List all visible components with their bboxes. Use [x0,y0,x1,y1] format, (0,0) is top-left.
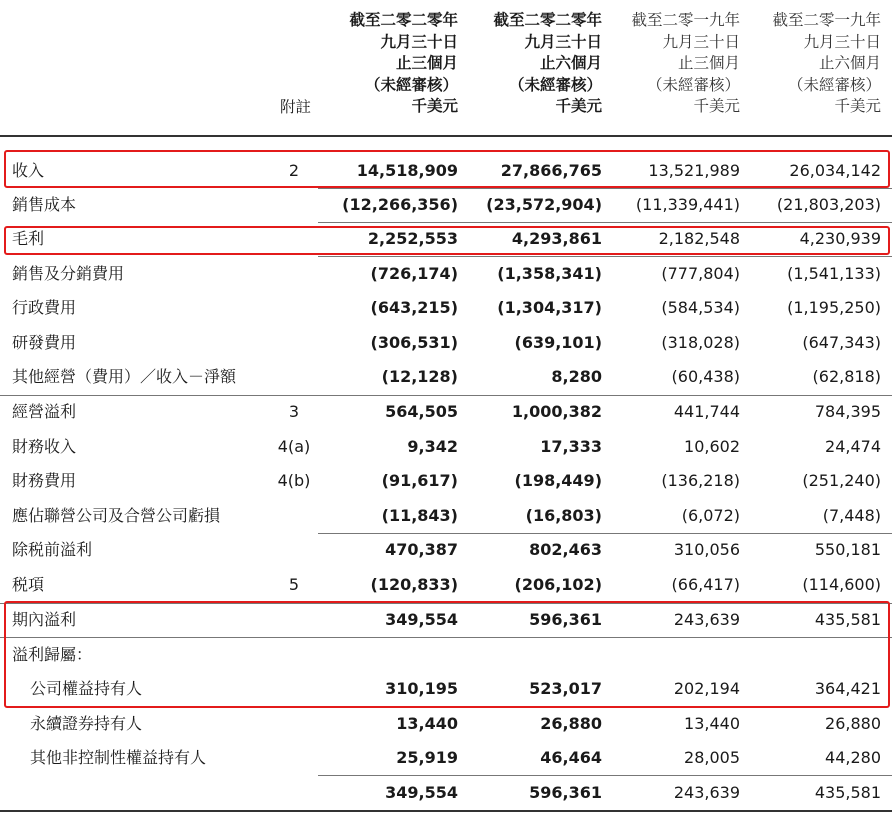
cell-2020-q: (12,266,356) [342,195,458,214]
table-row [0,430,892,464]
cell-2020-h: (1,358,341) [497,264,602,283]
cell-2019-h: 44,280 [825,748,881,767]
row-note: 5 [288,575,300,594]
table-row [0,707,892,741]
table-row [0,672,892,706]
table-row [0,360,892,394]
header-line: 截至二零二零年 [493,11,602,29]
table-row [0,257,892,291]
cell-2020-q: 25,919 [396,748,458,767]
row-note: 2 [288,161,300,180]
cell-2019-h: (7,448) [822,506,881,525]
cell-2020-h: (23,572,904) [486,195,602,214]
cell-2019-q: 13,521,989 [648,161,740,180]
cell-2019-h: (62,818) [812,367,881,386]
row-label: 其他非控制性權益持有人 [30,748,207,767]
table-row [0,395,892,429]
cell-2020-q: (12,128) [381,367,458,386]
cell-2020-q: 13,440 [396,714,458,733]
cell-2019-q: 243,639 [673,783,740,802]
row-label: 税項 [12,575,45,594]
header-line: 九月三十日 [524,32,602,51]
cell-2019-h: (1,541,133) [787,264,881,283]
row-note: 3 [288,402,300,421]
cell-2020-h: 4,293,861 [511,229,602,248]
total-rule [0,810,892,812]
cell-2020-h: 1,000,382 [511,402,602,421]
table-row [0,776,892,810]
cell-2019-h: 24,474 [825,437,881,456]
cell-2020-q: 2,252,553 [367,229,458,248]
cell-2020-q: (643,215) [370,298,458,317]
cell-2019-q: 13,440 [684,714,740,733]
cell-2019-q: 28,005 [684,748,740,767]
row-label: 銷售及分銷費用 [12,264,125,283]
table-row [0,741,892,775]
cell-2020-q: 349,554 [385,783,458,802]
cell-2020-q: (726,174) [370,264,458,283]
column-header-2020-h [462,10,602,128]
row-label: 研發費用 [12,333,77,352]
table-row [0,603,892,637]
column-header-2019-h [745,10,881,128]
cell-2019-q: 2,182,548 [658,229,740,248]
header-line: 九月三十日 [662,32,740,51]
header-line: （未經審核） [364,75,458,94]
header-line: （未經審核） [508,75,602,94]
header-line: 九月三十日 [803,32,881,51]
cell-2019-h: 435,581 [814,610,881,629]
cell-2020-h: 46,464 [540,748,602,767]
cell-2019-q: (584,534) [661,298,740,317]
row-label: 除税前溢利 [12,540,93,559]
header-line: 千美元 [693,97,740,115]
header-line: 九月三十日 [380,32,458,51]
header-rule [0,135,892,137]
cell-2020-q: (306,531) [370,333,458,352]
cell-2019-q: (136,218) [661,471,740,490]
table-row [0,326,892,360]
cell-2019-q: (66,417) [671,575,740,594]
row-label: 經營溢利 [12,402,77,421]
header-line: 止六個月 [818,54,881,72]
cell-2019-q: 310,056 [673,540,740,559]
row-label: 毛利 [12,229,45,248]
row-label: 財務費用 [12,471,77,490]
cell-2020-h: 523,017 [529,679,602,698]
row-label: 期內溢利 [12,610,77,629]
cell-2020-h: (16,803) [525,506,602,525]
table-row [0,568,892,602]
header-line: 千美元 [411,97,458,115]
cell-2019-h: 364,421 [814,679,881,698]
row-label: 公司權益持有人 [30,679,143,698]
table-row [0,291,892,325]
cell-2020-q: (11,843) [381,506,458,525]
cell-2019-h: 26,034,142 [789,161,881,180]
cell-2020-q: 349,554 [385,610,458,629]
cell-2019-h: (21,803,203) [776,195,881,214]
row-label: 行政費用 [12,298,77,317]
cell-2020-h: 802,463 [529,540,602,559]
row-label: 財務收入 [12,437,77,456]
cell-2020-q: 470,387 [385,540,458,559]
table-row [0,464,892,498]
row-note: 4(b) [277,471,311,490]
cell-2019-h: (114,600) [802,575,881,594]
row-label: 應佔聯營公司及合營公司虧損 [12,506,221,525]
header-line: 截至二零二零年 [349,11,458,29]
cell-2019-h: 4,230,939 [799,229,881,248]
row-label: 溢利歸屬： [12,645,93,664]
cell-2019-q: (11,339,441) [635,195,740,214]
table-row [0,533,892,567]
table-row [0,188,892,222]
table-row [0,499,892,533]
table-row [0,638,892,672]
cell-2019-q: (777,804) [661,264,740,283]
cell-2020-q: (91,617) [381,471,458,490]
cell-2020-q: 564,505 [385,402,458,421]
cell-2020-h: 8,280 [551,367,602,386]
cell-2019-h: (647,343) [802,333,881,352]
note-column-header: 附註 [280,98,312,116]
cell-2019-h: 550,181 [814,540,881,559]
row-label: 銷售成本 [12,195,77,214]
cell-2020-h: (198,449) [514,471,602,490]
cell-2019-h: 435,581 [814,783,881,802]
cell-2020-q: 14,518,909 [356,161,458,180]
cell-2020-h: 27,866,765 [500,161,602,180]
column-header-2020-q [318,10,458,128]
row-label: 永續證券持有人 [30,714,143,733]
cell-2019-h: (1,195,250) [787,298,881,317]
cell-2019-q: 10,602 [684,437,740,456]
cell-2020-h: (206,102) [514,575,602,594]
cell-2019-q: 202,194 [673,679,740,698]
header-line: 止六個月 [539,54,602,72]
cell-2020-q: 310,195 [385,679,458,698]
row-label: 其他經營（費用）／收入－淨額 [12,367,237,386]
cell-2020-h: 26,880 [540,714,602,733]
row-note: 4(a) [277,437,311,456]
cell-2019-h: 784,395 [814,402,881,421]
table-row [0,222,892,256]
cell-2020-h: (1,304,317) [497,298,602,317]
cell-2019-h: (251,240) [802,471,881,490]
cell-2020-q: (120,833) [370,575,458,594]
cell-2019-q: (318,028) [661,333,740,352]
header-line: 千美元 [555,97,602,115]
header-line: 截至二零一九年 [772,11,881,29]
column-header-2019-q [602,10,740,128]
header-line: 千美元 [834,97,881,115]
cell-2020-h: (639,101) [514,333,602,352]
header-line: 止三個月 [677,54,740,72]
cell-2019-q: 243,639 [673,610,740,629]
table-row [0,154,892,188]
cell-2019-q: (6,072) [681,506,740,525]
header-line: 截至二零一九年 [631,11,740,29]
header-line: 止三個月 [395,54,458,72]
row-label: 收入 [12,161,45,180]
cell-2020-q: 9,342 [407,437,458,456]
cell-2019-q: 441,744 [673,402,740,421]
cell-2020-h: 17,333 [540,437,602,456]
header-line: （未經審核） [787,75,881,94]
cell-2019-q: (60,438) [671,367,740,386]
header-line: （未經審核） [646,75,740,94]
cell-2019-h: 26,880 [825,714,881,733]
cell-2020-h: 596,361 [529,610,602,629]
cell-2020-h: 596,361 [529,783,602,802]
